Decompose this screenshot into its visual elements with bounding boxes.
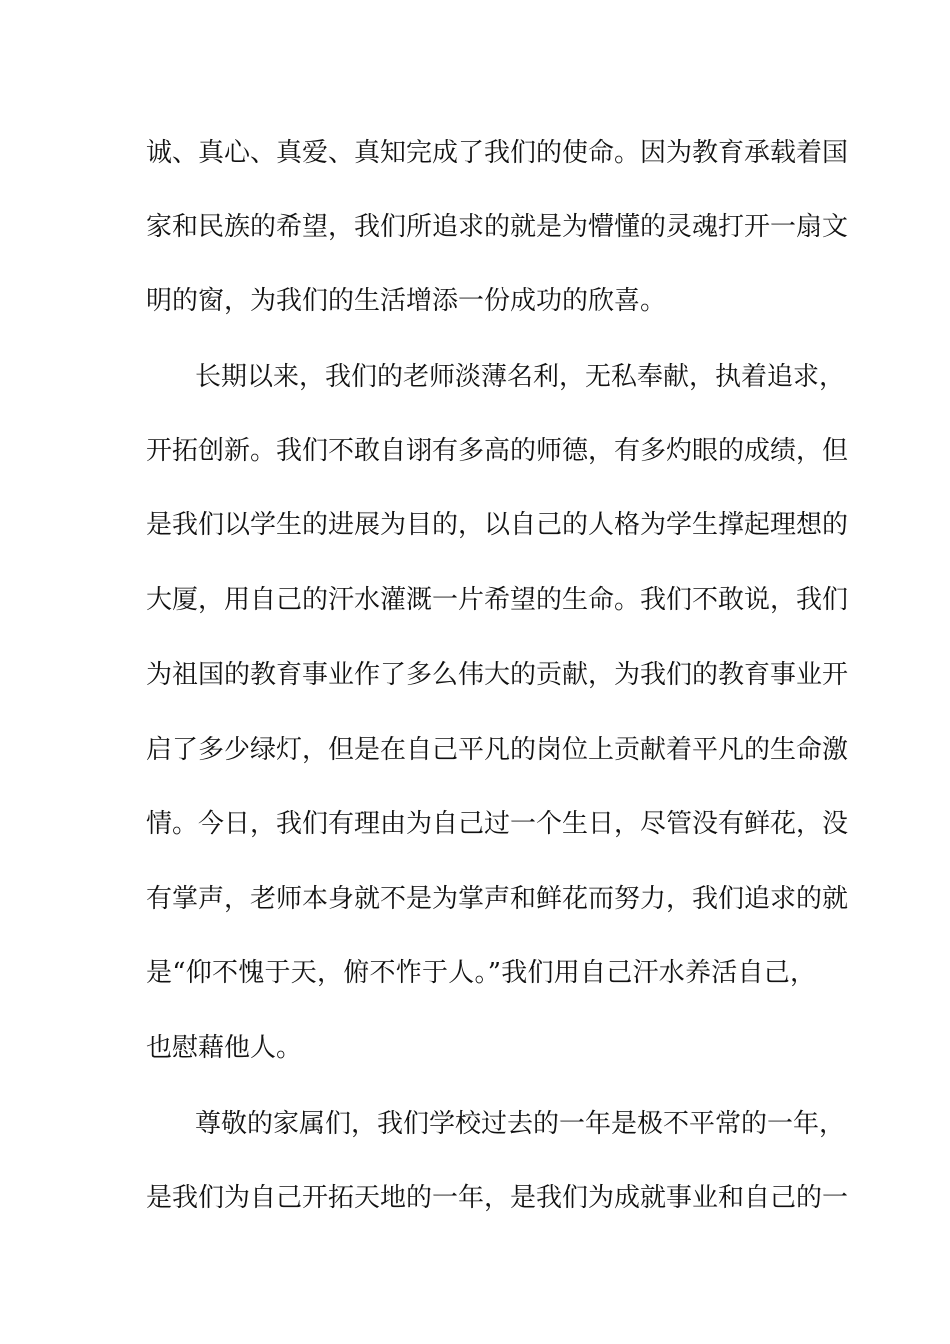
text-line: 明的窗，为我们的生活增添一份成功的欣喜。 bbox=[146, 286, 667, 316]
text-line: 大厦，用自己的汗水灌溉一片希望的生命。我们不敢说，我们 bbox=[146, 585, 849, 615]
text-line: 也慰藉他人。 bbox=[146, 1033, 303, 1063]
text-line: 是“仰不愧于天，俯不怍于人。”我们用自己汗水养活自己， bbox=[146, 958, 816, 988]
text-line: 是我们以学生的进展为目的，以自己的人格为学生撑起理想的 bbox=[146, 510, 849, 540]
text-line: 是我们为自己开拓天地的一年，是我们为成就事业和自己的一 bbox=[146, 1183, 849, 1213]
text-line: 家和民族的希望，我们所追求的就是为懵懂的灵魂打开一扇文 bbox=[146, 212, 849, 242]
paragraph-start-line: 尊敬的家属们，我们学校过去的一年是极不平常的一年， bbox=[195, 1109, 846, 1139]
text-line: 为祖国的教育事业作了多么伟大的贡献，为我们的教育事业开 bbox=[146, 660, 849, 690]
text-line: 启了多少绿灯，但是在自己平凡的岗位上贡献着平凡的生命激 bbox=[146, 735, 849, 765]
paragraph-start-line: 长期以来，我们的老师淡薄名利，无私奉献，执着追求， bbox=[195, 362, 846, 392]
text-line: 情。今日，我们有理由为自己过一个生日，尽管没有鲜花，没 bbox=[146, 809, 849, 839]
text-line: 开拓创新。我们不敢自诩有多高的师德，有多灼眼的成绩，但 bbox=[146, 436, 849, 466]
text-line: 有掌声，老师本身就不是为掌声和鲜花而努力，我们追求的就 bbox=[146, 884, 849, 914]
text-line: 诚、真心、真爱、真知完成了我们的使命。因为教育承载着国 bbox=[146, 138, 849, 168]
